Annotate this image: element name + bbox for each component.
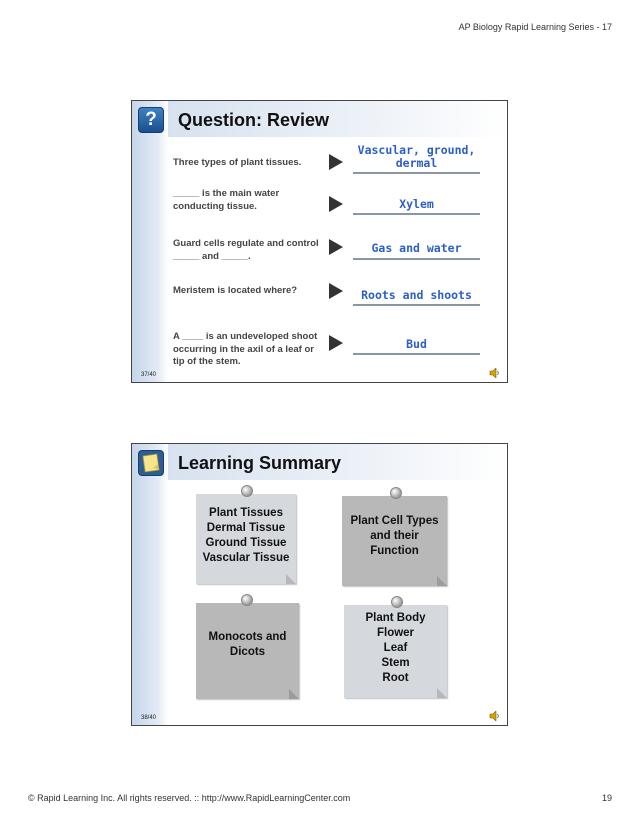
slide-number: 37/40 [141, 372, 157, 378]
arrow-icon [329, 283, 343, 299]
slide-sidebar [132, 444, 168, 725]
note-line: Ground Tissue [205, 537, 287, 549]
slide-number: 38/40 [141, 715, 157, 721]
slide-title: Learning Summary [178, 453, 342, 473]
page-curl [437, 576, 447, 586]
answer-underline [353, 258, 480, 260]
speaker-icon[interactable] [489, 368, 501, 378]
note-line: and their [370, 530, 419, 542]
slide-sidebar [132, 101, 168, 382]
answer-underline [353, 353, 480, 355]
slide-question-review [131, 100, 508, 383]
arrow-icon [329, 239, 343, 255]
slide-title: Question: Review [178, 110, 330, 130]
pushpin-icon [391, 596, 403, 608]
speaker-icon[interactable] [489, 711, 501, 721]
note-line: Stem [381, 657, 410, 669]
pushpin-icon [241, 594, 253, 606]
note-line: Function [370, 545, 419, 557]
answer-text: Roots and shoots [361, 288, 472, 302]
note-line: Monocots and [208, 631, 287, 643]
page-curl [289, 689, 299, 699]
answer-text: Gas and water [371, 241, 462, 255]
arrow-icon [329, 335, 343, 351]
note-line: Vascular Tissue [202, 552, 290, 564]
question-text: _____ is the main water conducting tissue. [173, 188, 280, 212]
question-icon: ? [138, 107, 164, 133]
answer-underline [353, 172, 480, 174]
note-line: Leaf [383, 642, 408, 654]
slide-learning-summary [131, 443, 508, 726]
page-curl [437, 688, 447, 698]
note-line: Dicots [229, 646, 266, 658]
arrow-icon [329, 196, 343, 212]
summary-note [342, 496, 447, 586]
note-line: Flower [376, 627, 415, 639]
question-text: Three types of plant tissues. [173, 157, 302, 168]
page-number: 19 [601, 793, 612, 803]
answer-text: Vascular, ground, dermal [357, 143, 476, 170]
answer-underline [353, 213, 480, 215]
question-text: A ____ is an undeveloped shoot occurring in the axil of a leaf or tip of the stem. [173, 331, 318, 367]
note-line: Plant Cell Types [350, 515, 439, 527]
page-curl [286, 574, 296, 584]
question-text: Guard cells regulate and control _____ and _____. [173, 238, 319, 262]
note-line: Plant Body [365, 612, 426, 624]
answer-text: Bud [406, 337, 427, 351]
summary-note [344, 605, 447, 698]
copyright-footer: © Rapid Learning Inc. All rights reserved. :: http://www.RapidLearningCenter.com [28, 793, 351, 803]
note-line: Dermal Tissue [206, 522, 286, 534]
pushpin-icon [390, 487, 402, 499]
question-text: Meristem is located where? [173, 285, 298, 296]
sticky-note-icon [138, 450, 164, 476]
pushpin-icon [241, 485, 253, 497]
summary-note [196, 603, 299, 699]
answer-underline [353, 304, 480, 306]
arrow-icon [329, 154, 343, 170]
note-line: Plant Tissues [209, 507, 283, 519]
answer-text: Xylem [399, 197, 434, 211]
summary-note [196, 494, 296, 584]
page-header: AP Biology Rapid Learning Series - 17 [458, 22, 612, 32]
note-line: Root [382, 672, 409, 684]
